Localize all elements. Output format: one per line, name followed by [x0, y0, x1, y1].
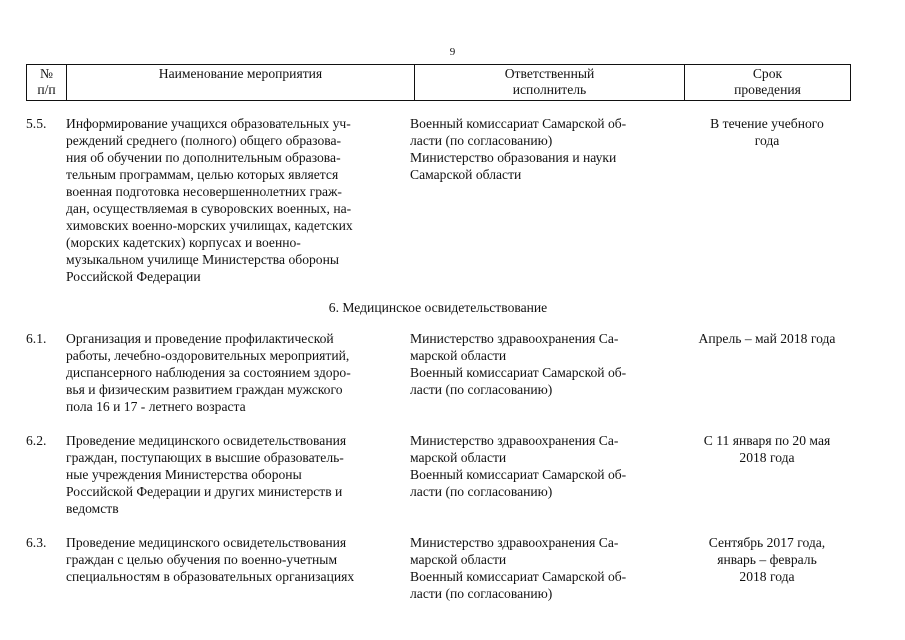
row-activity: Информирование учащихся образовательных уч- реждений среднего (полного) общего образова- ния об обучении по дополнительным образова- тельным программам, целью которых является военная подготовка несовершеннолетних граж- дан, осуществляемая в суворовских военных, на- химовских военно-морских училищах, кадетских (морских кадетских) корпусах и военно- музыкальном училище Министерства обороны Российской Федерации [66, 116, 353, 284]
row-number: 6.2. [26, 433, 47, 448]
row-executor: Министерство здравоохранения Са- марской области Военный комиссариат Самарской об- ласти (по согласованию) [410, 433, 627, 499]
table-row [26, 432, 850, 517]
row-activity: Проведение медицинского освидетельствования граждан с целью обучения по военно-учетным специальностям в образовательных организациях [66, 535, 355, 584]
section-title: 6. Медицинское освидетельствование [328, 300, 548, 315]
page-number: 9 [449, 46, 456, 58]
table-body [26, 115, 850, 602]
table-row [26, 330, 850, 415]
row-term: В течение учебного года [710, 116, 824, 148]
row-number: 6.1. [26, 331, 47, 346]
row-number: 6.3. [26, 535, 47, 550]
header-term: Срок проведения [685, 65, 851, 101]
header-executor: Ответственный исполнитель [415, 65, 685, 101]
table-row [26, 115, 850, 285]
row-number: 5.5. [26, 116, 47, 131]
row-executor: Министерство здравоохранения Са- марской области Военный комиссариат Самарской об- ласти (по согласованию) [410, 331, 627, 397]
header-name: Наименование мероприятия [67, 65, 415, 101]
header-num: № п/п [27, 65, 67, 101]
table-header [26, 64, 851, 101]
row-term: С 11 января по 20 мая 2018 года [703, 433, 831, 465]
row-executor: Военный комиссариат Самарской об- ласти (по согласованию) Министерство образования и науки Самарской области [410, 116, 627, 182]
row-executor: Министерство здравоохранения Са- марской области Военный комиссариат Самарской об- ласти (по согласованию) [410, 535, 627, 601]
row-activity: Проведение медицинского освидетельствования граждан, поступающих в высшие образователь- ные учреждения Министерства обороны Российской Федерации и других министерств и ведомств [66, 433, 347, 516]
row-activity: Организация и проведение профилактической работы, лечебно-оздоровительных мероприятий, диспансерного наблюдения за состоянием здоро- вья и физическим развитием граждан мужского пола 16 и 17 - летнего возраста [66, 331, 351, 414]
row-term: Сентябрь 2017 года, январь – февраль 2018 года [708, 535, 826, 584]
table-row [26, 534, 850, 602]
row-term: Апрель – май 2018 года [698, 331, 836, 346]
